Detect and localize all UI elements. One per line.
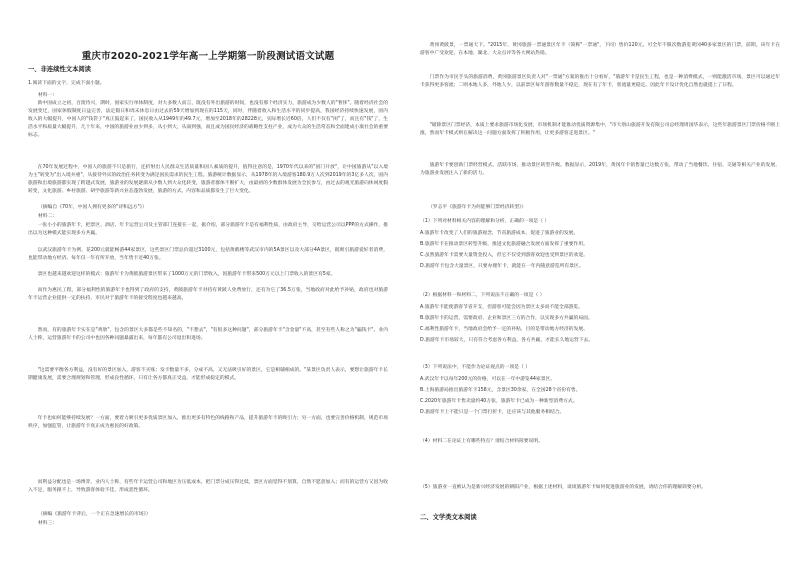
- q2-option-d: D.旅游年卡市场较大，只有符合考虑各方利益，各方共赢，才能长久地运营下去。: [420, 338, 594, 343]
- right-paragraph-2: 门票作为市民手头的旅游消费，黄冈旅游景区负责人对"一票通"方案的推出十分看好，"旅游年卡是民生工程，也是一种消费模式，一则能激活市场，景区可以通过年卡获得更多客流；二则本地人多，外地人少，以前景区每年游客数量不稳定，现在有了年卡，客流量更稳定。因此年卡设计优化自然也就提上了日程。: [420, 75, 780, 88]
- paragraph-9: "这需要平衡各方利益，没有好的景区加入，游客不买账；发卡数量不多，分成不高，又无法吸引好的景区，它是相辅相成的。"某景区负责人表示，要想让旅游年卡长期健康发展，需要合理规划和管理，形成良性循环，只有让各方都真正受益，才能形成稳定的模式。: [28, 368, 388, 381]
- paragraph-5: 以武汉旅游年卡为例，花200元就能畅游44家景区，这些景区门票总价超过3100元，包括黄鹤楼等武汉市内的5A景区以及大部分4A景区，既吸引旅游爱好者消费，也能带动地方经济。每年仅一年有所开放，当年售卡近40万张。: [28, 248, 388, 261]
- source-note-2: （摘编《旅游年卡背后，一个正在急速增长的市场》）: [38, 512, 151, 517]
- q3-option-a: A.武汉年卡以每年200元的价格，可以在一年中游览44家景区。: [420, 377, 556, 382]
- section-heading-1: 一、非连续性文本阅读: [28, 66, 91, 73]
- q2-option-c: C.福利性旅游年卡，当地政府会给予一定的补贴，目的是带动地方经济的发展。: [420, 327, 588, 332]
- question-2: （2）根据材料一和材料二，下列说法不正确的一项是（ ）: [420, 293, 545, 298]
- paragraph-11: 而利益分配也是一场博弈，业内人士称，有些年卡运营公司和地区为压低成本，把门票分成压得过低，景区方面觉得不划算，自然不愿意加入；而有的运营方又因为收入不足，服务跟不上，导致游客体验不佳，形成恶性循环。: [28, 480, 388, 493]
- paragraph-1: 新中国成立之初，百废待兴，期时，国家实行单休制度，对大多数人而言，既没有外出旅游的时间，也没有那个经济实力，旅游成为少数人的"奢侈"。随着经济社会的发展变迁，国家休假制度日益完善，法定假日和周末休息日由过去的59天增加到现在的115天，同时，伴随着收入和生活水平的同步提高，我国经济持续快速发展，国内收入的大幅提升，中国人的"钱袋子"真正鼓起来了，国民收入从1949年的49.7元，增加至2018年的28228元，实际增长近60倍，人们不仅有"闲"了，而且有"钱"了，生活水平和质量大幅提升，几十年来，中国的旅游业由少到多，从小到大，从弱到强，而且成为国民经济的战略性支柱产业，成为大众的生活常态和全面建成小康社会的重要标志。: [28, 101, 388, 138]
- q2-option-b: B.旅游年卡的运营，需要政府、企业和景区三方的合作，以实现多方共赢的局面。: [420, 316, 593, 321]
- material-2-label: 材料二：: [38, 214, 58, 219]
- right-paragraph-3: "破除景区门票经济，本质上要求旅游市场化发展，市场机制才能推动优质资源集中，"市大别山旅游开发有限公司总经理周国华表示，这些年旅游景区门票价格不断上涨，然而年卡模式则在解决这一问题方面发挥了积极作用，让更多游客走进景区。": [420, 123, 780, 136]
- left-column: [28, 0, 388, 562]
- right-column: [420, 0, 780, 562]
- paragraph-6: 景区也越来越欢迎这样的模式：旅游年卡为黄陂旅游景区带来了1000万元的门票收入，因旅游年卡带来500万元以上门票收入的景区有5家。: [37, 272, 336, 277]
- material-3-label: 材料三：: [38, 521, 58, 526]
- q1-option-b: B.旅游年卡在推动景区转型升级、推进文化旅游融合发展方面发挥了重要作用。: [420, 242, 588, 247]
- paragraph-8: 然而，有的旅游年卡实在是"鸡肋"，包含的景区大多都是些不知名的，"不想去"，"有很多这种问题"，部分旅游年卡"含金量"不高，甚至有些人称之为"骗钱卡"。业内人士称，运营旅游年卡的公司中也因各种问题暴露出来，每年都有公司退出和进场。: [28, 328, 388, 341]
- paragraph-2: 在70年发展过程中，中国人的旅游不只是旅行，还折射出人民群众生活质量和国人素质的提升，值得注意的是，1970年代以来的"国门开放"，让中国旅游从"以入境为主"转变为"出入境并重"，从接待外宾的政治任务转变为满足国民需求的民生工程。旅游统计数据显示，从1978年的入境游客180.9万人次到2019年的3亿多人次，国内旅游和出境旅游都实现了跨越式发展，旅游业的发展逐渐从少数人到大众化转变，旅游者群体不断扩大，由最初的少数群体发展为全民参与，由过去的观光旅游向休闲度假转变，文化旅游、乡村旅游、研学旅游等新兴业态蓬勃发展，旅游的方式、内容和品质都发生了巨大变化。: [28, 165, 388, 194]
- section-heading-2: 二、文学类文本阅读: [420, 514, 477, 521]
- paragraph-10: 年卡也如何能够持续发展？一方面，要着力吸引更多优质景区加入，推出更多有特色的线路和产品，提升旅游年卡的吸引力；另一方面，也要完善价格机制，规范市场秩序，加强监管，让旅游年卡真正成为惠民的好政策。: [28, 416, 388, 429]
- q1-option-d: D.旅游年卡包含大量景区，只要办理年卡，就能在一年内随意游览所有景区。: [420, 264, 584, 269]
- question-intro: 1.阅读下面的文字，完成下面小题。: [28, 81, 105, 86]
- q3-option-c: C.2020年旅游年卡售卖量约40万张，旅游年卡已成为一种新型消费方式。: [420, 399, 578, 404]
- paragraph-7: 而作为惠民工程，部分福利性的旅游年卡也得到了政府的支持，黄陂旅游年卡对持有黄陂人免费放行，还有为它了36.5万张，当地政府对此给予补贴，政府也对旅游年卡运营企业提供一定的扶持，市民对于旅游年卡的接受程度也越来越高。: [28, 288, 388, 301]
- right-source-note: （罗志平《旅游年卡为何能够门票经济转型》）: [428, 205, 527, 210]
- question-4: （4）材料二在论证上有哪些特点？请结合材料简要说明。: [420, 439, 543, 444]
- q2-option-a: A.旅游年卡能使游客节省开支，但游客可能会因为景区太多而不能全部游览。: [420, 305, 584, 310]
- q1-option-a: A.旅游年卡改变了人们的旅游观念，节省旅游成本，促进了旅游业的发展。: [420, 231, 579, 236]
- q3-option-d: D.旅游年卡上不能只是一个门票打折卡，还应该与其他服务相结合。: [420, 410, 565, 415]
- paragraph-4: 一张小小的旅游年卡，把景区、酒店、年卡运营公司及主管部门连接在一起，据介绍，部分旅游年卡是有福利性质，由政府主导，交给运营公司以PPP的方式操作，推出以为这种模式能实现多方共赢。: [28, 223, 388, 236]
- source-note-1: （摘编自《70年，中国人拥有更多的"诗和远方"》）: [38, 205, 147, 210]
- question-3: （3）下列说法中，不能作为论证观点的一项是（ ）: [420, 365, 531, 370]
- q3-option-b: B.上海旅游局推出旅游年卡158元，含景区30余家，在全国28个省份有售。: [420, 388, 581, 393]
- right-paragraph-1: 黄冈黄陂景，一票通天下。"2015年，黄冈旅游一票通景区年卡（简称"一票通"，下同）售价120元，可全年不限次数游览黄冈40多家景区的门票，前期，该年卡在游客中广受欢迎，在本地、湖北、大众点评等各大网站热销。: [420, 43, 780, 56]
- material-1-label: 材料一：: [38, 93, 58, 98]
- exam-title: 重庆市2020-2021学年高一上学期第一阶段测试语文试题: [81, 51, 335, 62]
- question-5: （5）旅游业一直被认为是新兴经济发展的朝阳产业，根据上述材料，谈谈旅游年卡如何促进旅游业的发展，请结合你的理解简要分析。: [420, 485, 707, 490]
- right-paragraph-4: 旅游年卡要创新门票经营模式，活跃市场，推动景区转型升级。数据显示，2019年，黄冈年卡销售量已达数万张，带动了当地餐饮、住宿、交通等相关产业的发展，为旅游业发展注入了新的活力。: [420, 163, 780, 176]
- q1-option-c: C.虽然旅游年卡需要大量资金投入，但它不仅受到游客欢迎也受到景区的欢迎。: [420, 253, 588, 258]
- question-1: （1）下列对材料相关内容的理解和分析，正确的一项是（ ）: [420, 219, 550, 224]
